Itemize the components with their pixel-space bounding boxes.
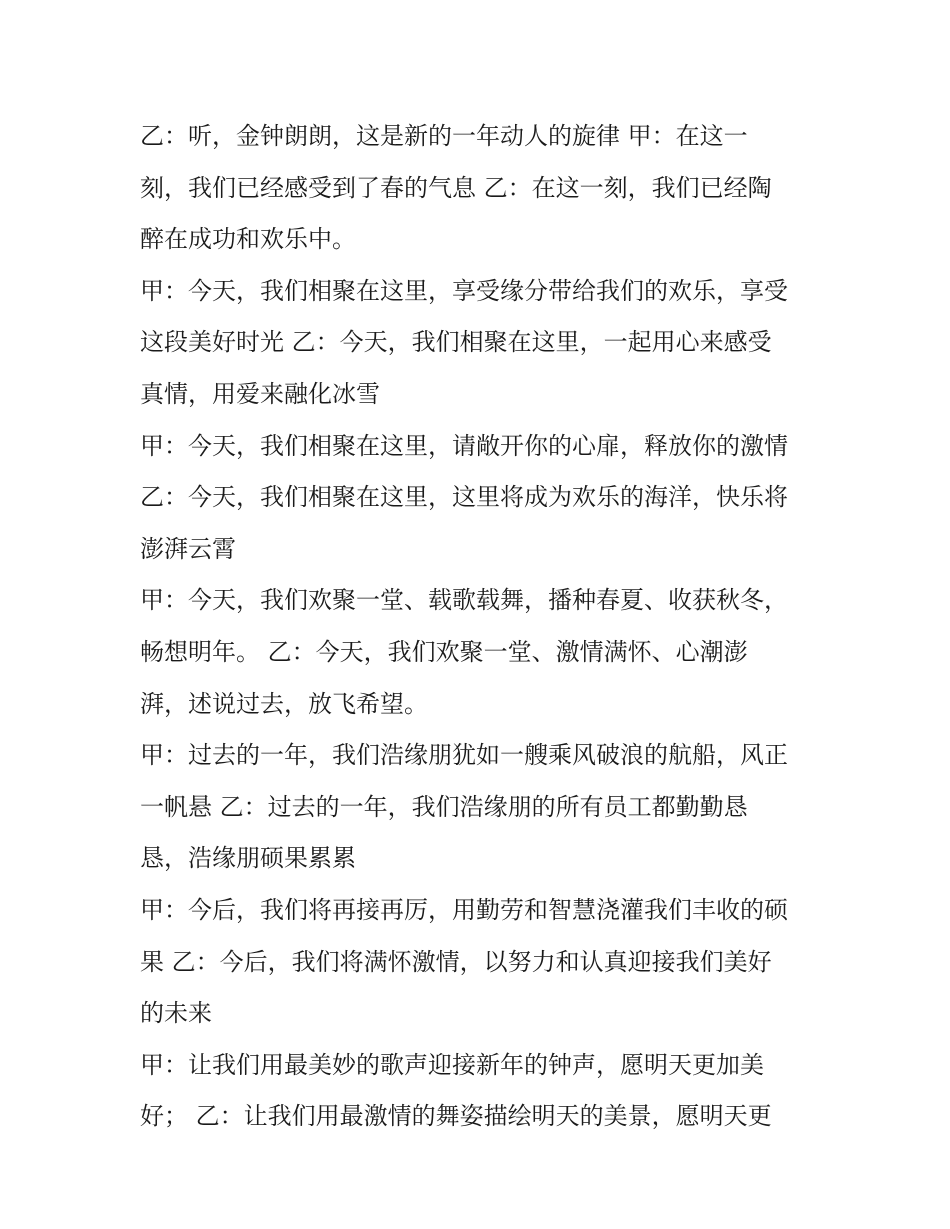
text-line: 畅想明年。 乙：今天，我们欢聚一堂、激情满怀、心潮澎 <box>140 637 748 666</box>
text-line: 甲：今后，我们将再接再厉，用勤劳和智慧浇灌我们丰收的硕 <box>140 895 788 924</box>
text-line: 澎湃云霄 <box>140 534 236 563</box>
text-line: 甲：今天，我们相聚在这里，享受缘分带给我们的欢乐，享受 <box>140 276 788 305</box>
text-line: 的未来 <box>140 999 212 1028</box>
text-line: 果 乙：今后，我们将满怀激情，以努力和认真迎接我们美好 <box>140 947 772 976</box>
text-line: 这段美好时光 乙：今天，我们相聚在这里，一起用心来感受 <box>140 328 772 357</box>
text-line: 一帆悬 乙：过去的一年，我们浩缘朋的所有员工都勤勤恳 <box>140 792 748 821</box>
dialogue-text <box>140 111 820 1143</box>
text-line: 刻，我们已经感受到了春的气息 乙：在这一刻，我们已经陶 <box>140 173 772 202</box>
text-line: 乙：今天，我们相聚在这里，这里将成为欢乐的海洋，快乐将 <box>140 483 788 512</box>
text-line: 好； 乙：让我们用最激情的舞姿描绘明天的美景，愿明天更 <box>140 1102 772 1131</box>
text-line: 甲：今天，我们欢聚一堂、载歌载舞，播种春夏、收获秋冬， <box>140 586 788 615</box>
text-line: 真情，用爱来融化冰雪 <box>140 379 380 408</box>
text-line: 甲：今天，我们相聚在这里，请敞开你的心扉，释放你的激情 <box>140 431 788 460</box>
text-line: 醉在成功和欢乐中。 <box>140 225 356 254</box>
text-line: 甲：让我们用最美妙的歌声迎接新年的钟声，愿明天更加美 <box>140 1050 764 1079</box>
text-line: 湃，述说过去，放飞希望。 <box>140 689 428 718</box>
text-line: 恳，浩缘朋硕果累累 <box>140 844 356 873</box>
text-line: 甲：过去的一年，我们浩缘朋犹如一艘乘风破浪的航船，风正 <box>140 741 788 770</box>
text-line: 乙：听，金钟朗朗，这是新的一年动人的旋律 甲：在这一 <box>140 122 748 150</box>
